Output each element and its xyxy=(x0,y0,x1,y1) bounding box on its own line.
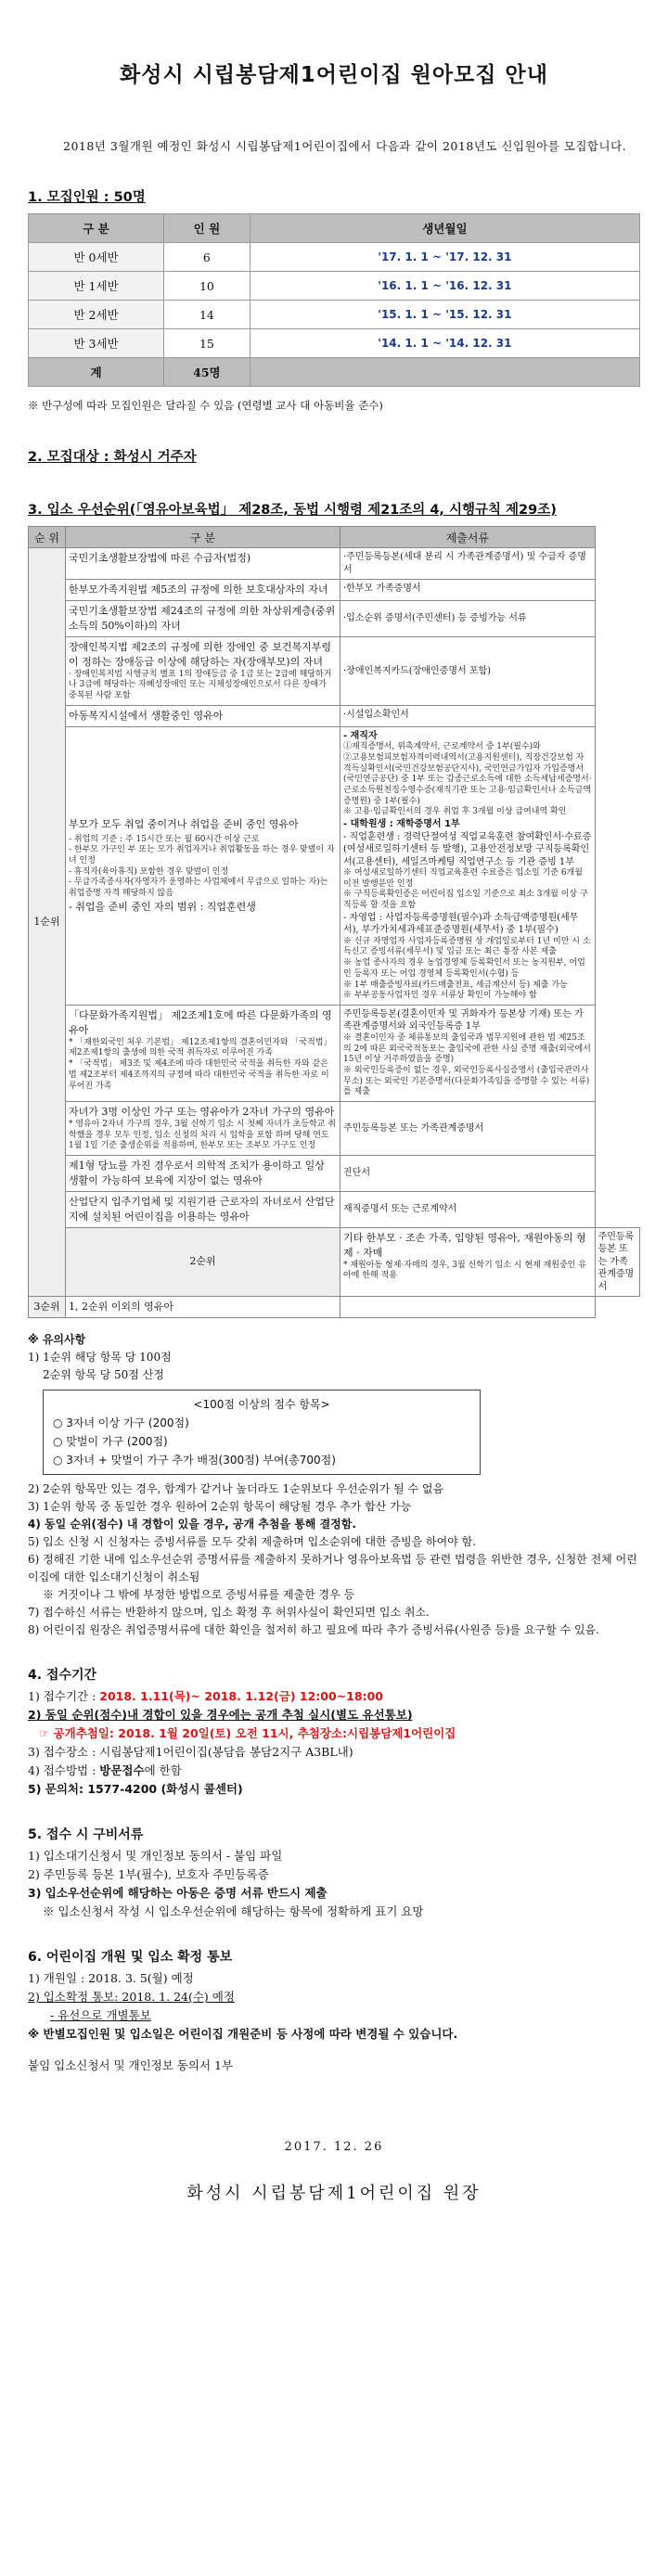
enrollment-table xyxy=(28,213,640,387)
total-label: 계 xyxy=(29,358,164,387)
header-category: 구 분 xyxy=(29,214,164,243)
criterion: 국민기초생활보장법 제24조의 규정에 의한 차상위계층(중위소득의 50%이하)의 자녀 xyxy=(66,600,340,636)
doc-line: ※ 결혼이민자 중 체류통보의 출입국과 법무지원에 관한 법 제25조의 2에 따른 외국국적동포는 출입국에 관한 사실 증명 재출(외국에서 15년 이상 거주하였음을 증명) xyxy=(343,1032,591,1065)
doc-heading: - 자영업 : 사업자등록증명원(필수)과 소득금액증명원(세무서), 부가가치세과세표준증명원(세무서) 중 1부(필수) xyxy=(343,912,579,936)
document: ·주민등록등본(세대 분리 시 가족관계증명서) 및 수급자 증명서 xyxy=(340,548,596,580)
score-box xyxy=(43,1390,481,1475)
doc-note: ※ 입소신청서 작성 시 입소우선순위에 해당하는 항목에 정확하게 표기 요망 xyxy=(43,1904,424,1919)
criterion-note: * 영유아 2자녀 가구의 경우, 3월 신학기 입소 시 첫째 자녀가 초등학교 취학했을 경우 모두 인정, 입소 신청의 처리 시 입학을 포함 하며 당해 연도 1월 1일 기준 출생순위를 적용하며, 한부모 또는 조부모 가구도 인정 xyxy=(69,1119,336,1151)
lottery-date: ☞ 공개추첨일: 2018. 1월 20일(토) 오전 11시, 추첨장소:시립봉담제1어린이집 xyxy=(39,1726,456,1741)
row-count: 15 xyxy=(164,329,250,358)
intro-paragraph: 2018년 3월개원 예정인 화성시 시립봉담제1어린이집에서 다음과 같이 2018년도 신입원아를 모집합니다. xyxy=(63,139,627,153)
table-row xyxy=(29,726,640,1005)
method-suffix: 에 한함 xyxy=(144,1763,182,1778)
doc-line: ※ 신규 자영업자 사업자등록증명원 상 개업일로부터 1년 미만 시 소득신고 증빙서류(세무서) 및 입금 또는 최근 통장 사본 제출 xyxy=(343,936,591,957)
table-row xyxy=(29,243,640,272)
criterion-note: - 한부모 가구인 부 또는 모가 취업자거나 취업활동을 하는 경우 맞벌이 자녀 인정 xyxy=(69,845,335,866)
doc-line: 2) 주민등록 등본 1부(필수), 보호자 주민등록증 xyxy=(28,1867,269,1882)
doc-line: ②고용보험피보험자격이력내역서(고용지원센터), 직장건강보험 자격득실확인서(국민건강보험공단지사), 국민연금가입자 가입증명서(국민연금공단) 중 1부 또는 갑종근로소득에 대한 소득세납세증명서·근로소득원천징수영수증(재직기관 또는 고용·임금확인서나 소득금액증명원) 중 1부(필수) xyxy=(343,752,592,806)
table-header-row xyxy=(29,527,640,548)
row-label: 반 1세반 xyxy=(29,272,164,301)
table-row xyxy=(29,600,640,636)
table-row xyxy=(29,1227,640,1297)
row-count: 14 xyxy=(164,301,250,329)
document-date: 2017. 12. 26 xyxy=(284,2140,384,2155)
score-item: ○ 3자녀 + 맞벌이 가구 추가 배점(300점) 부여(총700점) xyxy=(53,1454,336,1467)
table-row xyxy=(29,1297,640,1318)
note-line: 8) 어린이집 원장은 취업증명서류에 대한 확인을 철저히 하고 필요에 따라 추가 증빙서류(사원증 등)를 요구할 수 있음. xyxy=(28,1623,599,1637)
criterion-text: 자녀가 3명 이상인 가구 또는 영유아가 2자녀 가구의 영유아 xyxy=(69,1106,335,1118)
document xyxy=(340,1005,596,1101)
section-1-heading: 1. 모집인원 : 50명 xyxy=(28,190,146,205)
lottery-line: 2) 동일 순위(점수)내 경합이 있을 경우에는 공개 추첨 실시(별도 유선통보) xyxy=(28,1708,413,1723)
note-line: 5) 입소 신청 시 신청자는 증빙서류를 모두 갖춰 제출하며 입소순위에 대한 증빙을 하여야 함. xyxy=(28,1535,477,1549)
doc-line: ※ 1부 매출증빙자료(카드매출전표, 세금계산서 등) 제출 가능 xyxy=(343,980,568,990)
doc-line: ※ 고용·임금확인서의 경우 취업 후 3개월 이상 급여내역 확인 xyxy=(343,807,567,817)
row-label: 반 2세반 xyxy=(29,301,164,329)
criterion-note: - 취업을 준비 중인 자의 범위 : 직업훈련생 xyxy=(69,900,256,913)
criterion: 국민기초생활보장법에 따른 수급자(법정) xyxy=(66,548,340,580)
table-row xyxy=(29,1102,640,1156)
header-birthdate: 생년월일 xyxy=(250,214,639,243)
score-box-title: <100점 이상의 점수 항목> xyxy=(193,1398,330,1412)
change-note: ※ 반별모집인원 및 입소일은 어린이집 개원준비 등 사정에 따라 변경될 수 있습니다. xyxy=(28,2027,458,2042)
section-6-heading: 6. 어린이집 개원 및 입소 확정 통보 xyxy=(28,1950,233,1966)
criterion-text: 부모가 모두 취업 중이거나 취업을 준비 중인 영유아 xyxy=(69,817,299,830)
criterion: 아동복지시설에서 생활중인 영유아 xyxy=(66,705,340,726)
open-date-line: 1) 개원일 : 2018. 3. 5(월) 예정 xyxy=(28,1971,194,1986)
method-line xyxy=(28,1762,640,1780)
row-count: 10 xyxy=(164,272,250,301)
contact-line: 5) 문의처: 1577-4200 (화성시 콜센터) xyxy=(28,1782,243,1797)
table-row xyxy=(29,329,640,358)
criterion-note: - 무급가족종사자(자영자가 운영하는 사업체에서 무급으로 일하는 자)는 취업증명 자격 해당하지 않음 xyxy=(69,878,328,899)
rank-3-label: 3순위 xyxy=(29,1297,66,1318)
table-row xyxy=(29,548,640,580)
row-period: '16. 1. 1 ~ '16. 12. 31 xyxy=(250,272,639,301)
notify-method: - 유선으로 개별통보 xyxy=(50,2008,151,2023)
criterion xyxy=(66,726,340,1005)
doc-line: ※ 부부공동사업자인 경우 서류상 확인이 가능해야 함 xyxy=(343,991,537,1001)
row-period: '14. 1. 1 ~ '14. 12. 31 xyxy=(250,329,639,358)
criterion xyxy=(66,1005,340,1101)
class-note: ※ 반구성에 따라 모집인원은 달라질 수 있음 (연령별 교사 대 아동비율 준수) xyxy=(28,399,383,412)
criterion: 산업단지 입주기업체 및 지원기관 근로자의 자녀로서 산업단지에 설치된 어린이집을 이용하는 영유아 xyxy=(66,1191,340,1227)
section-4-heading: 4. 접수기간 xyxy=(28,1668,97,1684)
note-line: 6) 정해진 기한 내에 입소우선순위 증명서류를 제출하지 못하거나 영유아보육법 등 관련 법령을 위반한 경우, 신청한 전체 어린이집에 대한 입소대기신청이 취소됨 xyxy=(28,1553,637,1584)
criterion: 한부모가족지원법 제5조의 규정에 의한 보호대상자의 자녀 xyxy=(66,580,340,601)
note-line: 3) 1순위 항목 중 동일한 경우 원하여 2순위 항목이 해당될 경우 추가 합산 가능 xyxy=(28,1500,412,1514)
score-item: ○ 맞벌이 가구 (200점) xyxy=(53,1435,168,1449)
criterion: 1, 2순위 이외의 영유아 xyxy=(66,1297,340,1318)
note-line: 2) 2순위 항목만 있는 경우, 합계가 같거나 높더라도 1순위보다 우선순위가 될 수 없음 xyxy=(28,1482,444,1496)
document: 진단서 xyxy=(340,1156,596,1192)
criterion xyxy=(66,636,340,705)
place-line: 3) 접수장소 : 시립봉담제1어린이집(봉담읍 봉담2지구 A3BL내) xyxy=(28,1745,353,1760)
table-row xyxy=(29,1191,640,1227)
document: 재직증명서 또는 근로계약서 xyxy=(340,1191,596,1227)
doc-line: 주민등록등본(결혼이민자 및 귀화자가 등본상 기재) 또는 가족관계증명서와 외국인등록증 1부 xyxy=(343,1008,584,1032)
table-header-row xyxy=(29,214,640,243)
document: ·시설입소확인서 xyxy=(340,705,596,726)
section-5-heading: 5. 접수 시 구비서류 xyxy=(28,1827,144,1843)
score-item: ○ 3자녀 이상 가구 (200점) xyxy=(53,1416,189,1430)
doc-line: 3) 입소우선순위에 해당하는 아동은 증명 서류 반드시 제출 xyxy=(28,1886,328,1901)
criterion xyxy=(340,1227,596,1297)
document xyxy=(340,726,596,1005)
page-title: 화성시 시립봉담제1어린이집 원아모집 안내 xyxy=(120,63,548,87)
doc-heading: - 재직자 xyxy=(343,730,378,741)
total-row xyxy=(29,358,640,387)
document: ·한부모 가족증명서 xyxy=(340,580,596,601)
method-label: 4) 접수방법 : xyxy=(28,1763,100,1778)
header-documents: 제출서류 xyxy=(340,527,596,548)
row-label: 반 0세반 xyxy=(29,243,164,272)
table-row xyxy=(29,705,640,726)
criterion-text: 기타 한부모 · 조손 가족, 입양된 영유아, 재원아동의 형제 · 자매 xyxy=(343,1231,586,1259)
section-6-body xyxy=(28,1969,640,2075)
rank-2-label: 2순위 xyxy=(66,1227,340,1297)
table-row xyxy=(29,272,640,301)
document: ·입소순위 증명서(주민센터) 등 증빙가능 서류 xyxy=(340,600,596,636)
row-period: '15. 1. 1 ~ '15. 12. 31 xyxy=(250,301,639,329)
doc-line: ①재직증명서, 위촉계약서, 근로계약서 중 1부(필수)와 xyxy=(343,742,541,752)
priority-table xyxy=(28,526,640,1318)
header-rank: 순 위 xyxy=(29,527,66,548)
total-empty xyxy=(250,358,639,387)
doc-heading: - 대학원생 : 재학증명서 1부 xyxy=(343,819,460,829)
note-line: 7) 접수하신 서류는 반환하지 않으며, 입소 확정 후 허위사실이 확인되면 입소 취소. xyxy=(28,1606,430,1620)
table-row xyxy=(29,301,640,329)
header-count: 인 원 xyxy=(164,214,250,243)
attachment-line: 붙임 입소신청서 및 개인정보 동의서 1부 xyxy=(28,2058,234,2073)
signature: 화성시 시립봉담제1어린이집 원장 xyxy=(186,2184,482,2204)
doc-line: ※ 외국인등록증이 없는 경우, 외국인등록사실증명서 (출입국관리사무소) 또는 외국인 기본증명서(다문화가족임을 증명할 수 있는 서류)를 제출 xyxy=(343,1065,590,1097)
method-value: 방문접수 xyxy=(99,1763,145,1778)
criterion-note: · 장애인복지법 시행규칙 별표 1의 장애등급 중 1급 또는 2급에 해당하거나 3급에 해당하는 자폐성장애인 또는 지체성장애인으로서 다른 장애가 중복된 사람 포함 xyxy=(69,669,332,701)
table-row xyxy=(29,636,640,705)
notify-line: 2) 입소확정 통보: 2018. 1. 24(수) 예정 xyxy=(28,1990,235,2005)
note-line: 2순위 항목 당 50점 산정 xyxy=(43,1368,164,1382)
note-line: ※ 거짓이나 그 밖에 부정한 방법으로 증빙서류를 제출한 경우 등 xyxy=(43,1588,355,1602)
section-4-body xyxy=(28,1687,640,1799)
period-label: 1) 접수기간 : xyxy=(28,1689,100,1704)
table-row xyxy=(29,1156,640,1192)
criterion-note: * 「국적법」 제3조 및 제4조에 따라 대한민국 국적을 취득한 자와 같은 법 제2조부터 제4조까지의 규정에 따라 대한민국 국적을 취득한 자로 이루어진 가족 xyxy=(69,1059,329,1091)
notes-section xyxy=(28,1331,640,1639)
document: 주민등록등본 또는 가족관계증명서 xyxy=(595,1227,639,1297)
criterion-text: 「다문화가족지원법」 제2조제1호에 따른 다문화가족의 영유아 xyxy=(69,1008,332,1036)
criterion-note: - 취업의 기준 : 주 15시간 또는 월 60시간 이상 근로 xyxy=(69,834,260,844)
document xyxy=(340,1297,596,1318)
note-line: 1) 1순위 해당 항목 당 100점 xyxy=(28,1351,172,1365)
note-line: 4) 동일 순위(점수) 내 경합이 있을 경우, 공개 추첨을 통해 결정함. xyxy=(28,1518,356,1532)
period-value: 2018. 1.11(목)~ 2018. 1.12(금) 12:00~18:00 xyxy=(99,1689,383,1704)
header-category: 구 분 xyxy=(66,527,340,548)
notes-heading: ※ 유의사항 xyxy=(28,1333,86,1347)
rank-1-label: 1순위 xyxy=(29,548,66,1297)
row-period: '17. 1. 1 ~ '17. 12. 31 xyxy=(250,243,639,272)
row-label: 반 3세반 xyxy=(29,329,164,358)
period-line xyxy=(28,1687,640,1706)
document: 주민등록등본 또는 가족관계증명서 xyxy=(340,1102,596,1156)
doc-heading: - 직업훈련생 : 경력단절여성 직업교육훈련 참여확인서·수료증(여성새로일하기센터 등 발행), 고용안전정보망 구직등록확인서(고용센터), 세일즈마케팅 직업연구소 등 기관 증빙 1부 xyxy=(343,831,592,867)
total-count: 45명 xyxy=(164,358,250,387)
section-2-heading: 2. 모집대상 : 화성시 거주자 xyxy=(28,450,197,465)
criterion-note: * 재원아동 형제·자매의 경우, 3월 신학기 입소 시 현재 재원중인 유아에 한해 적용 xyxy=(343,1260,586,1281)
doc-line: ※ 농업 종사자의 경우 농업경영체 등록확인서 또는 농지원부, 어업인 등록자 또는 어업 경영체 등록확인서(수협) 등 xyxy=(343,958,585,979)
doc-line: ※ 구직등록확인증은 어린이집 입소일 기준으로 최소 3개월 이상 구직등록 할 것을 요함 xyxy=(343,890,588,911)
doc-line: 1) 입소대기신청서 및 개인정보 동의서 - 붙임 파일 xyxy=(28,1849,283,1864)
criterion-note: - 휴직자(육아휴직) 포함한 경우 맞벌이 인정 xyxy=(69,866,229,877)
table-row xyxy=(29,580,640,601)
criterion xyxy=(66,1102,340,1156)
criterion: 제1형 당뇨를 가진 경우로서 의학적 조치가 용이하고 일상 생활이 가능하여 보육에 지장이 없는 영유아 xyxy=(66,1156,340,1192)
table-row xyxy=(29,1005,640,1101)
criterion-text: 장애인복지법 제2조의 규정에 의한 장애인 중 보건복지부령이 정하는 장애등급 이상에 해당하는 자(장애부모)의 자녀 xyxy=(69,640,331,668)
criterion-note: * 「재한외국인 처우 기본법」 제12조제1항의 결혼이민자와 「국적법」 제2조제1항의 출생에 의한 국적 취득자로 이루어진 가족 xyxy=(69,1037,332,1058)
document: ·장애인복지카드(장애인증명서 포함) xyxy=(340,636,596,705)
row-count: 6 xyxy=(164,243,250,272)
section-3-heading: 3. 입소 우선순위(「영유아보육법」 제28조, 동법 시행령 제21조의 4, 시행규칙 제29조) xyxy=(28,503,557,518)
section-5-body xyxy=(28,1847,640,1921)
doc-line: ※ 여성새로일하기센터 직업교육훈련 수료증은 입소일 기준 6개월 이전 발행분만 인정 xyxy=(343,868,583,889)
